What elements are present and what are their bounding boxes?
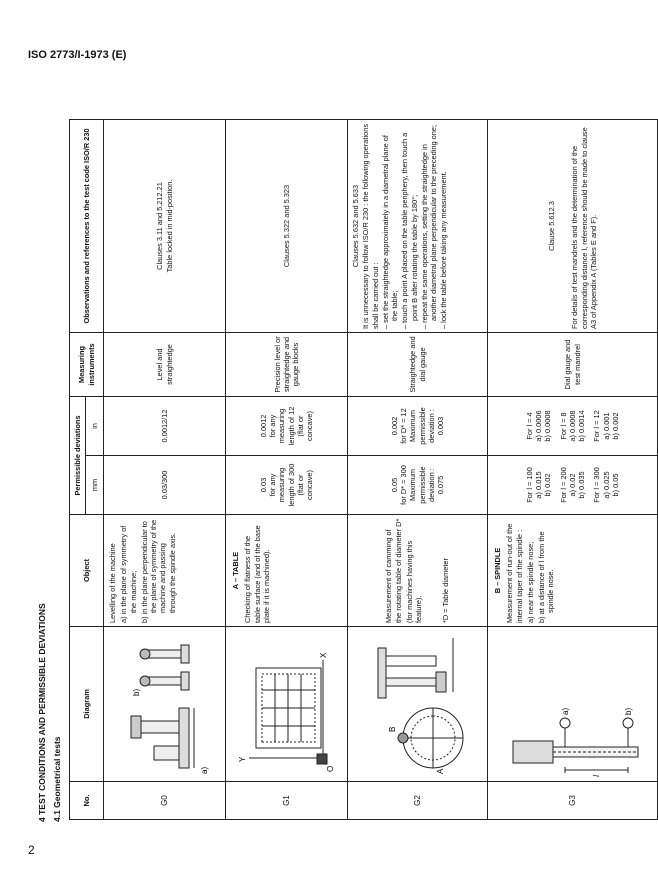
deviation-mm [348,456,488,515]
deviation-value: b) 0.05 [610,473,620,497]
object-cell [226,515,348,627]
object-line: Checking of flatness of the table surface (and of the base plate if it is machined). [243,525,271,623]
geometrical-tests-table [69,119,658,820]
observations-cell [348,119,488,332]
object-cell [104,515,226,627]
deviation-value: a) 0.0006 [534,410,544,442]
deviation-value: For l = 300 [592,467,602,503]
deviation-value: Maximum permissible deviation : [408,407,436,445]
deviation-mm [226,456,348,515]
row-number: G3 [488,782,658,820]
object-line: Measurement of camming of the rotating table of diameter D* [384,518,403,623]
table-row [226,119,348,819]
deviation-value: For l = 8 [558,412,568,440]
section-title: A – TABLE [231,551,240,590]
table-flatness-diagram [231,630,343,778]
diagram-cell [348,627,488,782]
instrument-cell: Dial gauge and test mandrel [488,332,658,396]
object-cell [348,515,488,627]
deviation-in [348,396,488,455]
point-label-b: B [387,726,397,732]
col-observations: Observations and references to the test code ISO/R 230 [70,119,104,332]
deviation-value: 0.05 [389,477,399,493]
observation-line: Table locked in mid-position. [165,179,174,273]
observation-line: Clauses 5.632 and 5.633 [351,184,360,268]
object-line: a) in the plane of symmetry of the machine; [119,525,138,623]
point-label-a: a) [560,707,570,715]
deviation-value: a) 0.0008 [567,410,577,442]
deviation-value: b) 0.02 [543,473,553,497]
deviation-mm [488,456,658,515]
deviation-value: For l = 4 [524,412,534,440]
machine-level-diagram [109,630,221,778]
deviation-value: 0.0012 [258,414,268,438]
deviation-value: For l = 12 [592,410,602,442]
deviation-value: (flat or concave) [295,411,314,441]
axis-label-o: O [325,765,335,772]
deviation-value: For l = 100 [524,467,534,503]
point-label-a: A [435,768,445,774]
point-label-b: b) [623,707,633,715]
object-cell [488,515,658,627]
axis-label-y: Y [237,756,247,762]
deviation-value: 0.0012/12 [159,409,169,443]
deviation-value: b) 0.0014 [577,410,587,442]
object-line: b) in the plane perpendicular to the plane of symmetry of the machine and passing through the spindle axis. [139,519,177,623]
deviation-value: b) 0.035 [577,471,587,499]
rotated-table-wrapper [69,120,633,820]
table-camming-diagram [353,630,483,778]
section-heading: 4 TEST CONDITIONS AND PERMISSIBLE DEVIATIONS [37,603,47,822]
instrument-cell: Straightedge and dial gauge [348,332,488,396]
instrument-cell: Level and straightedge [104,332,226,396]
observation-line: For details of test mandrels and the determination of the corresponding distance l, reference should be made to clause A3 of Appendix A (Tables E and F). [570,127,598,329]
deviation-in [104,396,226,455]
object-line: a) near the spindle nose; [525,541,535,623]
deviation-mm [104,456,226,515]
observation-line: It is unnecessary to follow ISO/R 230 : the following operations shall be carried out : [361,123,380,329]
deviation-value: 0.003 [436,416,445,436]
deviation-value: Maximum permissible deviation : [408,466,436,504]
object-line: b) at a distance of l from the spindle nose. [537,531,556,623]
object-line: (for machines having this feature). [404,540,424,623]
col-instruments: Measuring instruments [70,332,104,396]
object-line: Measurement of run-out of the internal taper of the spindle : [505,523,524,623]
deviation-value: 0.03 [258,477,268,493]
deviation-value: For l = 200 [558,467,568,503]
header-row-1 [70,119,86,819]
diagram-label-a: a) [199,766,209,774]
row-number: G1 [226,782,348,820]
deviation-value: b) 0.0008 [543,410,553,442]
deviation-in [488,396,658,455]
observation-line: – repeat the same operations, setting the straightedge in another diametral plane perpendicular to the preceding one; [419,124,438,329]
observation-line: Clauses 5.322 and 5.323 [281,184,291,268]
axis-label-x: X [318,652,328,658]
observation-line: Clauses 3.11 and 5.212.21 [154,182,164,270]
row-number: G2 [348,782,488,820]
col-permissible: Permissible deviations [70,396,86,514]
page-number: 2 [28,843,35,857]
deviation-value: for any measuring length of 12 [268,406,296,446]
deviation-value: a) 0.001 [601,412,611,440]
diagram-cell [104,627,226,782]
deviation-value: 0.002 [389,416,399,436]
object-line: Levelling of the machine [108,543,117,623]
distance-label-l: l [591,774,601,777]
col-object: Object [70,515,104,627]
diagram-cell [226,627,348,782]
section-subheading: 4.1 Geometrical tests [52,736,62,822]
deviation-value: a) 0.025 [601,471,611,499]
observation-line: – lock the table before taking any measurement. [439,171,449,329]
deviation-value: for D* = 12 [399,408,408,444]
col-mm: mm [86,456,104,515]
row-number: G0 [104,782,226,820]
deviation-value: 0.075 [436,475,445,495]
deviation-value: for D* = 300 [399,465,408,505]
diagram-cell [488,627,658,782]
deviation-value: a) 0.015 [534,471,544,499]
observations-cell [488,119,658,332]
standard-header: ISO 2773/I-1973 (E) [28,49,127,61]
deviation-value: b) 0.002 [610,412,620,440]
table-row [488,119,658,819]
observations-cell [104,119,226,332]
deviation-in [226,396,348,455]
observation-line: – set the straightedge approximately in a diametral plane of the table; [380,135,399,329]
deviation-value: for any measuring length of 300 [268,463,296,507]
deviation-value: 0.03/300 [159,470,169,500]
observations-cell [226,119,348,332]
deviation-value: a) 0.02 [567,473,577,497]
table-row [348,119,488,819]
col-no: No. [70,782,104,820]
section-title: B – SPINDLE [493,547,502,594]
deviation-value: (flat or concave) [295,470,314,500]
spindle-runout-diagram [493,630,653,778]
instrument-cell: Precision level or straightedge and gauge blocks [226,332,348,396]
observation-line: Clause 5.612.3 [547,201,556,251]
object-line: *D = Table diameter [441,558,451,623]
table-row [104,119,226,819]
observation-line: – touch a point A placed on the table periphery, then touch a point B after rotating the table by 180°; [400,132,419,329]
col-in: in [86,396,104,455]
col-diagram: Diagram [70,627,104,782]
diagram-label-b: b) [131,688,141,696]
